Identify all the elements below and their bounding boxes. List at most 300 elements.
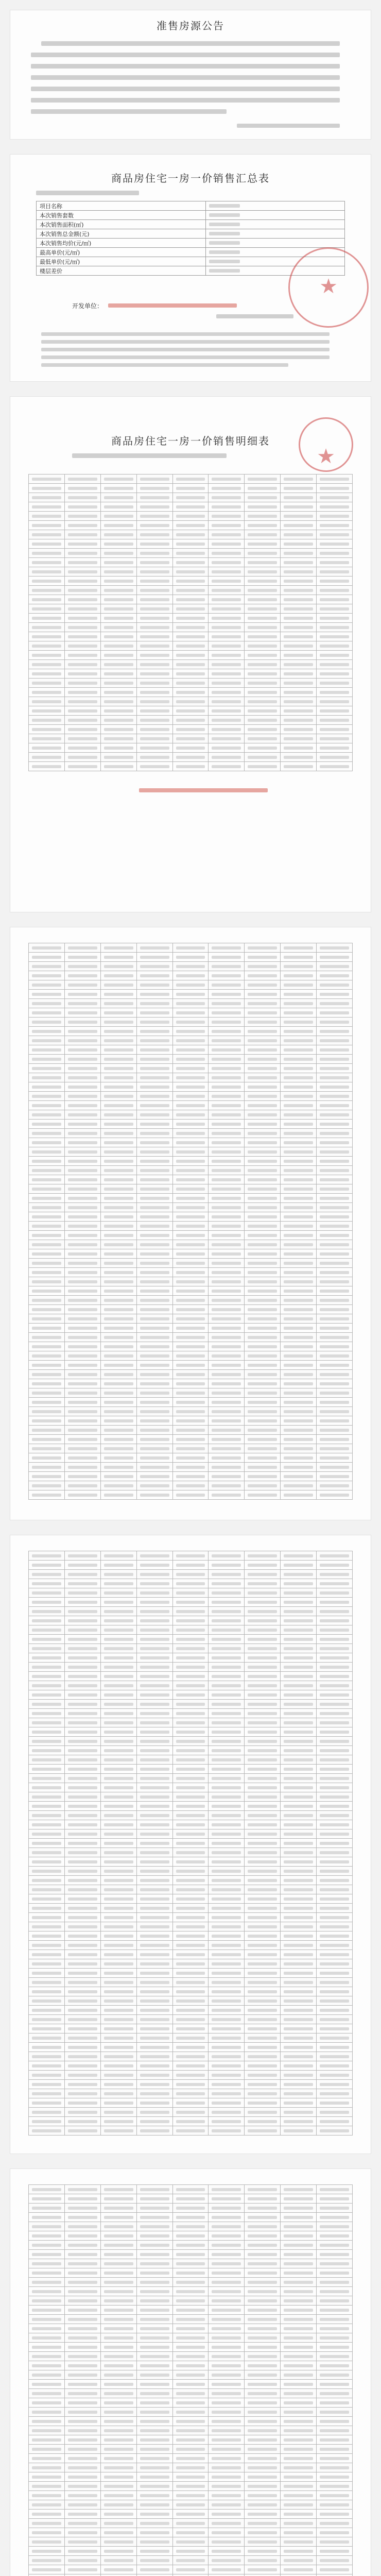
table-cell <box>172 2408 209 2417</box>
table-cell <box>136 1913 172 1922</box>
table-cell <box>100 2278 136 2287</box>
table-cell <box>136 2370 172 2380</box>
table-cell <box>245 2015 281 2024</box>
table-cell <box>100 660 136 669</box>
table-cell <box>136 1690 172 1700</box>
table-cell <box>100 530 136 539</box>
table-row <box>29 1588 353 1598</box>
table-cell <box>245 2500 281 2510</box>
table-cell <box>64 651 100 660</box>
table-row <box>29 962 353 971</box>
table-cell <box>100 1361 136 1370</box>
table-cell <box>209 2472 245 2482</box>
table-cell <box>64 2241 100 2250</box>
table-cell <box>281 623 317 632</box>
table-cell <box>29 1709 65 1718</box>
table-row <box>29 2043 353 2052</box>
table-cell <box>29 2389 65 2398</box>
table-row <box>29 623 353 632</box>
table-cell <box>209 2043 245 2052</box>
table-cell <box>64 1453 100 1463</box>
table-cell <box>317 753 353 762</box>
table-cell <box>100 2222 136 2231</box>
table-cell <box>281 474 317 484</box>
table-cell <box>172 1950 209 1959</box>
table-cell <box>317 1379 353 1388</box>
table-cell <box>209 1820 245 1829</box>
table-cell <box>100 2472 136 2482</box>
table-row <box>29 1388 353 1398</box>
table-cell <box>281 1296 317 1305</box>
table-cell <box>64 1709 100 1718</box>
table-cell <box>281 2287 317 2296</box>
detail-table <box>28 474 353 771</box>
table-row <box>29 567 353 577</box>
table-cell <box>172 2306 209 2315</box>
table-cell <box>317 1277 353 1286</box>
table-cell <box>29 2547 65 2556</box>
table-cell <box>281 1607 317 1616</box>
table-cell <box>281 530 317 539</box>
table-cell <box>64 595 100 604</box>
table-cell <box>317 2287 353 2296</box>
table-cell <box>29 1472 65 1481</box>
table-cell <box>317 734 353 743</box>
table-cell <box>64 2491 100 2500</box>
table-cell <box>29 1342 65 1351</box>
table-cell <box>281 2361 317 2370</box>
table-cell <box>317 1690 353 1700</box>
table-cell <box>209 2250 245 2259</box>
table-cell <box>172 734 209 743</box>
table-cell <box>317 1407 353 1416</box>
table-cell <box>136 1157 172 1166</box>
table-cell <box>317 2472 353 2482</box>
table-cell <box>245 1351 281 1361</box>
table-row <box>29 1672 353 1681</box>
table-cell <box>245 2435 281 2445</box>
table-cell <box>29 2472 65 2482</box>
table-row <box>29 1857 353 1867</box>
table-cell <box>172 1774 209 1783</box>
table-cell <box>317 1240 353 1249</box>
table-cell <box>209 2510 245 2519</box>
table-cell <box>281 2510 317 2519</box>
table-cell <box>317 2043 353 2052</box>
table-row <box>29 1453 353 1463</box>
table-cell <box>317 2565 353 2574</box>
table-cell <box>209 539 245 549</box>
table-cell <box>64 999 100 1008</box>
table-cell <box>281 1472 317 1481</box>
table-cell <box>245 1718 281 1727</box>
table-cell <box>209 1388 245 1398</box>
table-cell <box>281 725 317 734</box>
table-cell <box>317 1913 353 1922</box>
table-cell <box>281 1616 317 1625</box>
table-cell <box>136 2556 172 2565</box>
table-cell <box>64 2089 100 2098</box>
table-cell <box>172 943 209 953</box>
table-row <box>29 2278 353 2287</box>
table-cell <box>245 2089 281 2098</box>
table-cell <box>317 743 353 753</box>
table-cell <box>136 1765 172 1774</box>
table-cell <box>281 1987 317 1996</box>
table-cell <box>245 1904 281 1913</box>
table-cell <box>29 1082 65 1092</box>
table-cell <box>172 1561 209 1570</box>
table-cell <box>100 2071 136 2080</box>
table-cell <box>136 1625 172 1635</box>
table-cell <box>209 1959 245 1969</box>
table-cell <box>209 1082 245 1092</box>
table-row <box>29 2006 353 2015</box>
table-cell <box>64 1018 100 1027</box>
table-cell <box>281 641 317 651</box>
table-row <box>29 2213 353 2222</box>
table-cell <box>136 632 172 641</box>
table-cell <box>245 1607 281 1616</box>
table-cell <box>29 2565 65 2574</box>
table-cell <box>64 1416 100 1426</box>
table-cell <box>29 1453 65 1463</box>
table-row <box>29 990 353 999</box>
table-cell <box>281 2556 317 2565</box>
table-cell <box>317 632 353 641</box>
table-cell <box>281 549 317 558</box>
table-cell <box>64 1314 100 1324</box>
table-cell <box>245 2241 281 2250</box>
table-cell <box>64 2482 100 2491</box>
table-cell <box>29 2491 65 2500</box>
table-cell <box>136 1727 172 1737</box>
table-cell <box>281 999 317 1008</box>
table-cell <box>317 1904 353 1913</box>
table-cell <box>136 2435 172 2445</box>
table-cell <box>100 753 136 762</box>
table-cell <box>209 1783 245 1792</box>
table-cell <box>245 577 281 586</box>
table-row <box>29 1737 353 1746</box>
table-cell <box>209 1876 245 1885</box>
table-cell <box>281 1950 317 1959</box>
table-cell <box>29 2117 65 2126</box>
table-cell <box>172 1792 209 1802</box>
table-cell <box>172 1045 209 1055</box>
table-row <box>29 2241 353 2250</box>
table-cell <box>100 1342 136 1351</box>
table-cell <box>136 2287 172 2296</box>
table-cell <box>172 2537 209 2547</box>
table-cell <box>245 2547 281 2556</box>
table-row <box>29 2435 353 2445</box>
table-cell <box>64 586 100 595</box>
table-cell <box>100 2080 136 2089</box>
table-cell <box>281 2343 317 2352</box>
table-cell <box>245 558 281 567</box>
table-cell <box>172 1472 209 1481</box>
table-cell <box>245 1407 281 1416</box>
table-cell <box>245 2043 281 2052</box>
table-cell <box>136 1959 172 1969</box>
developer-label: 开发单位： <box>72 302 103 310</box>
table-cell <box>136 1635 172 1644</box>
table-cell <box>136 962 172 971</box>
table-cell <box>209 1588 245 1598</box>
table-cell <box>245 651 281 660</box>
table-cell <box>64 1129 100 1138</box>
table-cell <box>100 1950 136 1959</box>
table-cell <box>172 2380 209 2389</box>
table-cell <box>281 706 317 716</box>
table-cell <box>281 1157 317 1166</box>
table-cell <box>209 990 245 999</box>
table-cell <box>172 1885 209 1894</box>
table-cell <box>172 725 209 734</box>
table-cell <box>281 953 317 962</box>
developer-name-line <box>108 303 237 308</box>
table-cell <box>64 2278 100 2287</box>
table-cell <box>209 1829 245 1839</box>
table-cell <box>136 1268 172 1277</box>
table-cell <box>172 1166 209 1175</box>
table-row <box>29 1045 353 1055</box>
table-cell <box>172 2482 209 2491</box>
table-cell <box>172 2472 209 2482</box>
table-cell <box>136 484 172 493</box>
table-cell <box>64 604 100 614</box>
table-cell <box>317 493 353 502</box>
table-cell <box>172 1036 209 1045</box>
table-row <box>29 2454 353 2463</box>
table-cell <box>136 1296 172 1305</box>
table-cell <box>172 493 209 502</box>
table-cell <box>64 567 100 577</box>
table-cell <box>29 1969 65 1978</box>
table-cell <box>100 1867 136 1876</box>
table-cell <box>245 2463 281 2472</box>
table-cell <box>209 2080 245 2089</box>
table-row <box>29 2250 353 2259</box>
table-cell <box>136 2426 172 2435</box>
table-cell <box>245 1064 281 1073</box>
table-cell <box>209 734 245 743</box>
table-cell <box>64 1690 100 1700</box>
table-cell <box>100 2006 136 2015</box>
table-cell <box>29 2052 65 2061</box>
table-cell <box>64 762 100 771</box>
table-cell <box>209 1416 245 1426</box>
table-cell <box>172 660 209 669</box>
table-cell <box>172 1398 209 1407</box>
table-cell <box>100 539 136 549</box>
summary-label: 本次销售总金额(元) <box>37 229 206 239</box>
table-cell <box>317 2315 353 2324</box>
table-cell <box>64 1222 100 1231</box>
table-cell <box>281 1416 317 1426</box>
table-cell <box>245 2213 281 2222</box>
table-row <box>29 1277 353 1286</box>
table-cell <box>172 2389 209 2398</box>
table-cell <box>281 743 317 753</box>
table-cell <box>317 2089 353 2098</box>
table-cell <box>317 1894 353 1904</box>
table-cell <box>209 1055 245 1064</box>
table-cell <box>100 1138 136 1147</box>
table-cell <box>136 1277 172 1286</box>
table-cell <box>29 2445 65 2454</box>
table-cell <box>209 1426 245 1435</box>
table-cell <box>281 1435 317 1444</box>
table-cell <box>245 1690 281 1700</box>
table-row <box>29 2315 353 2324</box>
table-cell <box>100 725 136 734</box>
table-cell <box>172 1463 209 1472</box>
table-cell <box>317 706 353 716</box>
detail-developer-line <box>139 788 268 792</box>
table-cell <box>100 1672 136 1681</box>
table-cell <box>281 1184 317 1194</box>
table-cell <box>136 1463 172 1472</box>
table-cell <box>281 2204 317 2213</box>
table-cell <box>281 1490 317 1500</box>
table-cell <box>245 484 281 493</box>
table-cell <box>209 2389 245 2398</box>
table-cell <box>100 1922 136 1931</box>
table-cell <box>29 1092 65 1101</box>
table-cell <box>209 2417 245 2426</box>
table-cell <box>209 2061 245 2071</box>
table-cell <box>136 980 172 990</box>
table-cell <box>64 2071 100 2080</box>
table-cell <box>209 2408 245 2417</box>
table-row <box>29 1755 353 1765</box>
table-cell <box>209 2574 245 2576</box>
table-cell <box>29 2408 65 2417</box>
table-cell <box>281 2463 317 2472</box>
table-cell <box>29 2463 65 2472</box>
table-cell <box>209 1802 245 1811</box>
table-cell <box>100 2445 136 2454</box>
summary-page <box>10 155 371 381</box>
table-cell <box>29 493 65 502</box>
table-cell <box>29 1978 65 1987</box>
table-cell <box>172 1175 209 1184</box>
table-cell <box>317 953 353 962</box>
table-cell <box>172 521 209 530</box>
table-cell <box>281 484 317 493</box>
table-row <box>29 1296 353 1305</box>
table-cell <box>136 2547 172 2556</box>
table-cell <box>64 1848 100 1857</box>
table-cell <box>136 1361 172 1370</box>
table-cell <box>209 1110 245 1120</box>
table-cell <box>29 1996 65 2006</box>
table-cell <box>209 2278 245 2287</box>
table-cell <box>100 567 136 577</box>
table-cell <box>172 1969 209 1978</box>
table-cell <box>64 512 100 521</box>
table-cell <box>245 1082 281 1092</box>
table-cell <box>317 1231 353 1240</box>
table-cell <box>29 990 65 999</box>
detail-table <box>28 2184 353 2576</box>
announcement-text-line <box>31 75 340 80</box>
table-cell <box>209 502 245 512</box>
table-cell <box>136 953 172 962</box>
table-cell <box>64 669 100 679</box>
table-cell <box>100 1969 136 1978</box>
table-row <box>29 1922 353 1931</box>
table-cell <box>100 2435 136 2445</box>
table-cell <box>245 1296 281 1305</box>
table-cell <box>136 1894 172 1904</box>
table-row <box>29 1774 353 1783</box>
table-row <box>29 2370 353 2380</box>
table-cell <box>317 1342 353 1351</box>
table-cell <box>100 971 136 980</box>
table-cell <box>64 1653 100 1663</box>
table-row <box>29 2080 353 2089</box>
table-cell <box>317 1157 353 1166</box>
table-cell <box>64 2250 100 2259</box>
table-row <box>29 1867 353 1876</box>
table-cell <box>100 2500 136 2510</box>
table-cell <box>317 577 353 586</box>
table-cell <box>209 1231 245 1240</box>
table-cell <box>29 2126 65 2136</box>
table-cell <box>172 1607 209 1616</box>
table-cell <box>209 2089 245 2098</box>
table-cell <box>100 2315 136 2324</box>
table-cell <box>172 1092 209 1101</box>
table-cell <box>136 2006 172 2015</box>
table-cell <box>209 1727 245 1737</box>
table-cell <box>136 1598 172 1607</box>
table-cell <box>172 1727 209 1737</box>
summary-label: 最低单价(元/㎡) <box>37 257 206 266</box>
table-cell <box>317 1166 353 1175</box>
table-cell <box>136 1314 172 1324</box>
table-cell <box>29 1718 65 1727</box>
table-cell <box>64 1212 100 1222</box>
table-cell <box>136 558 172 567</box>
table-row <box>29 1783 353 1792</box>
table-cell <box>29 1616 65 1625</box>
table-cell <box>317 1305 353 1314</box>
table-row <box>29 1663 353 1672</box>
table-row <box>29 502 353 512</box>
table-cell <box>281 577 317 586</box>
table-cell <box>29 762 65 771</box>
table-cell <box>29 2287 65 2296</box>
table-row <box>29 1175 353 1184</box>
table-cell <box>317 2574 353 2576</box>
table-row <box>29 2052 353 2061</box>
table-cell <box>317 2204 353 2213</box>
table-cell <box>136 1551 172 1561</box>
summary-row <box>37 211 345 220</box>
table-cell <box>281 1876 317 1885</box>
table-cell <box>64 1249 100 1259</box>
table-row <box>29 762 353 771</box>
table-cell <box>209 1913 245 1922</box>
table-cell <box>281 1774 317 1783</box>
table-cell <box>100 734 136 743</box>
table-cell <box>317 2278 353 2287</box>
table-cell <box>29 1120 65 1129</box>
